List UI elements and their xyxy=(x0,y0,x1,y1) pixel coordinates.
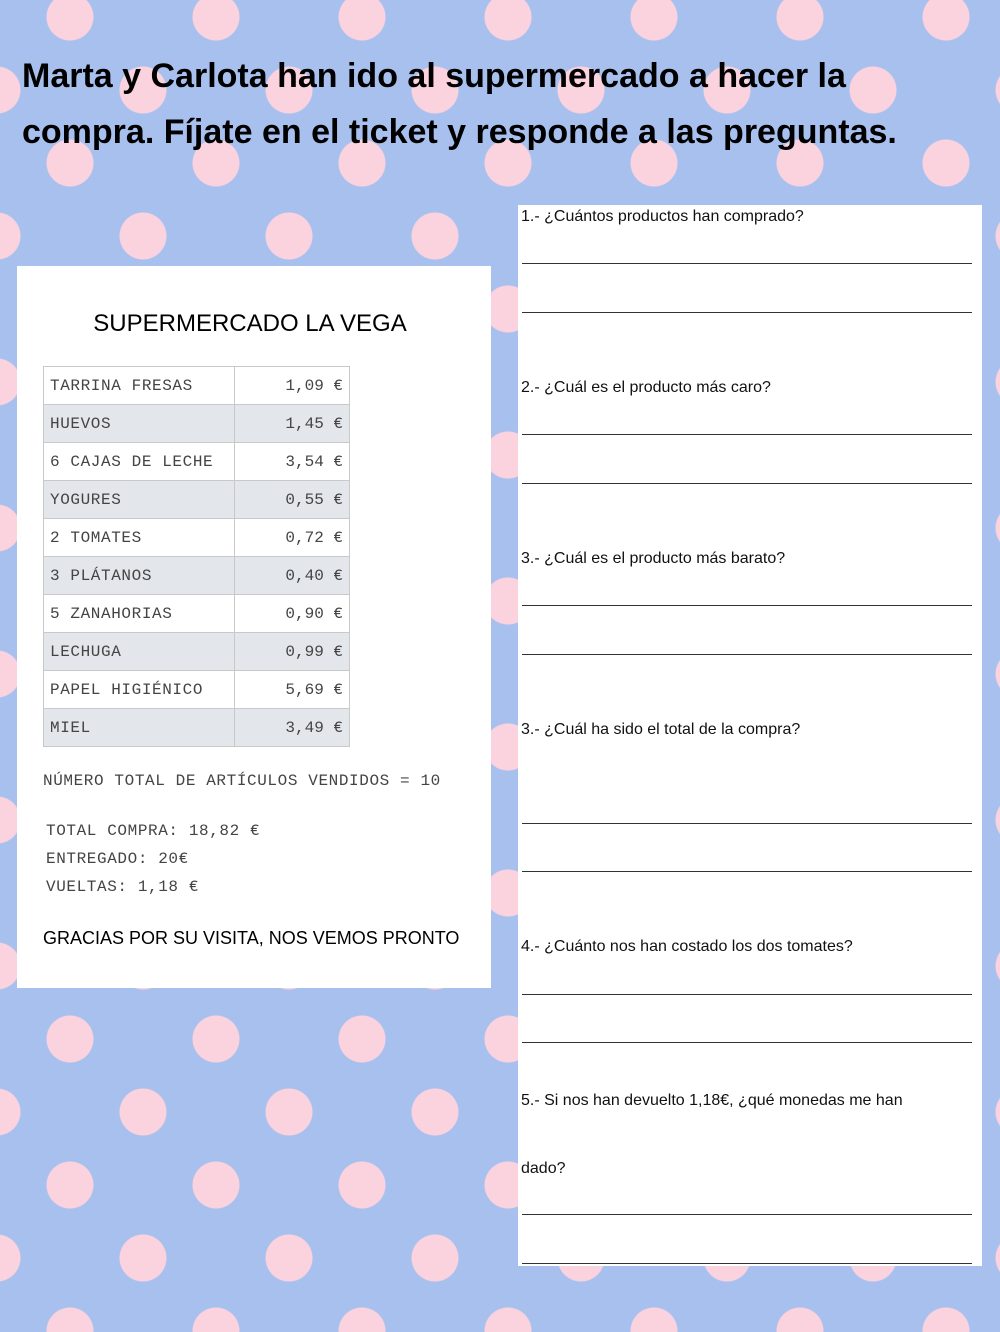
answer-line[interactable] xyxy=(522,994,972,995)
shop-name: SUPERMERCADO LA VEGA xyxy=(93,310,407,337)
answer-line[interactable] xyxy=(522,823,972,824)
item-name: 5 ZANAHORIAS xyxy=(44,595,235,633)
answer-line[interactable] xyxy=(522,1214,972,1215)
item-name: 3 PLÁTANOS xyxy=(44,557,235,595)
question-6: 5.- Si nos han devuelto 1,18€, ¿qué monedas me han xyxy=(521,1092,903,1109)
item-name: HUEVOS xyxy=(44,405,235,443)
total-items: NÚMERO TOTAL DE ARTÍCULOS VENDIDOS = 10 xyxy=(43,772,441,790)
table-row xyxy=(44,481,350,519)
entregado: ENTREGADO: 20€ xyxy=(46,850,189,868)
item-price: 5,69 € xyxy=(235,671,350,709)
item-price: 0,72 € xyxy=(235,519,350,557)
question-4: 3.- ¿Cuál ha sido el total de la compra? xyxy=(521,721,801,738)
item-price: 0,99 € xyxy=(235,633,350,671)
thanks-message: GRACIAS POR SU VISITA, NOS VEMOS PRONTO xyxy=(43,928,460,948)
table-row xyxy=(44,405,350,443)
table-row xyxy=(44,709,350,747)
page-title: Marta y Carlota han ido al supermercado a hacer la compra. Fíjate en el ticket y responde a las preguntas. xyxy=(22,57,897,151)
receipt xyxy=(17,266,491,988)
item-name: 2 TOMATES xyxy=(44,519,235,557)
total-compra: TOTAL COMPRA: 18,82 € xyxy=(46,822,261,840)
table-row xyxy=(44,595,350,633)
table-row xyxy=(44,443,350,481)
item-price: 3,54 € xyxy=(235,443,350,481)
answer-line[interactable] xyxy=(522,1042,972,1043)
question-1: 1.- ¿Cuántos productos han comprado? xyxy=(521,208,804,225)
item-price: 0,90 € xyxy=(235,595,350,633)
item-name: YOGURES xyxy=(44,481,235,519)
item-name: MIEL xyxy=(44,709,235,747)
vueltas: VUELTAS: 1,18 € xyxy=(46,878,200,896)
item-price: 0,40 € xyxy=(235,557,350,595)
items-table xyxy=(43,366,350,747)
item-price: 1,09 € xyxy=(235,367,350,405)
item-price: 3,49 € xyxy=(235,709,350,747)
answer-line[interactable] xyxy=(522,483,972,484)
answer-line[interactable] xyxy=(522,263,972,264)
table-row xyxy=(44,367,350,405)
questions-panel xyxy=(518,205,982,1266)
answer-line[interactable] xyxy=(522,654,972,655)
item-name: TARRINA FRESAS xyxy=(44,367,235,405)
question-6-continued: dado? xyxy=(521,1160,566,1177)
item-name: LECHUGA xyxy=(44,633,235,671)
table-row xyxy=(44,671,350,709)
answer-line[interactable] xyxy=(522,871,972,872)
answer-line[interactable] xyxy=(522,312,972,313)
table-row xyxy=(44,519,350,557)
answer-line[interactable] xyxy=(522,605,972,606)
item-name: PAPEL HIGIÉNICO xyxy=(44,671,235,709)
item-price: 0,55 € xyxy=(235,481,350,519)
answer-line[interactable] xyxy=(522,434,972,435)
answer-line[interactable] xyxy=(522,1263,972,1264)
question-3: 3.- ¿Cuál es el producto más barato? xyxy=(521,550,786,567)
question-2: 2.- ¿Cuál es el producto más caro? xyxy=(521,379,771,396)
table-row xyxy=(44,633,350,671)
question-5: 4.- ¿Cuánto nos han costado los dos tomates? xyxy=(521,938,853,955)
item-price: 1,45 € xyxy=(235,405,350,443)
item-name: 6 CAJAS DE LECHE xyxy=(44,443,235,481)
table-row xyxy=(44,557,350,595)
